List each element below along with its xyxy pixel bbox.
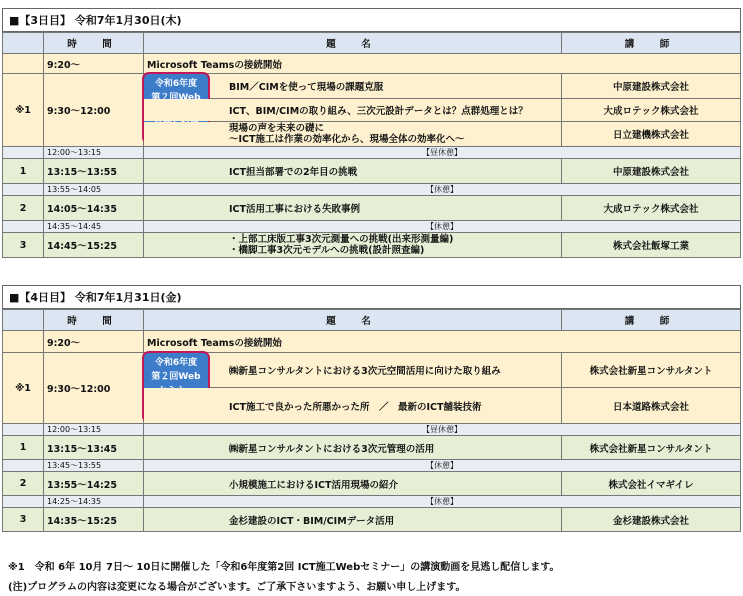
table-row: ※1 9:30～12:00 令和6年度 第２回Web ㈱新星コンサルタントにおける3次元空間活用に向けた取り組み 株式会社新星コンサルタント	[3, 353, 741, 388]
table-row: ※1 9:30～12:00 令和6年度 BIM／CIMを使って現場の課題克服 中原建設株式会社	[3, 74, 741, 99]
time-header: 時 間	[44, 310, 144, 331]
day4-schedule	[2, 285, 741, 532]
footnote-program-change: (注)プログラムの内容は変更になる場合がございます。ご了承下さいますよう、お願い申し上げます。	[8, 582, 466, 593]
table-row: ICT、BIM/CIMの取り組み、三次元設計データとは？点群処理とは？ 大成ロテック株式会社	[3, 99, 741, 122]
day4-heading: ■【4日目】 令和7年1月31日(金)	[2, 285, 741, 309]
table-row: 1 13:15～13:45 ㈱新星コンサルタントにおける3次元管理の活用 株式会社新星コンサルタント	[3, 436, 741, 460]
day3-table	[2, 32, 741, 258]
time-header: 時 間	[44, 33, 144, 54]
table-row: ICT施工で良かった所悪かった所 ／ 最新のICT舗装技術 日本道路株式会社	[3, 388, 741, 424]
table-header-row	[3, 33, 741, 54]
table-row: 13:45～13:55 【休憩】	[3, 460, 741, 472]
table-row: 13:55～14:05 【休憩】	[3, 184, 741, 196]
day4-table	[2, 309, 741, 532]
day3-schedule	[2, 8, 741, 258]
table-row: 2 13:55～14:25 小規模施工におけるICT活用現場の紹介 株式会社イマギイレ	[3, 472, 741, 496]
missed-stream-badge: 令和6年度	[142, 72, 210, 144]
table-row: 現場の声を未来の礎に ～ICT施工は作業の効率化から、現場全体の効率化へ～ 日立建機株式会社	[3, 122, 741, 147]
table-row: 2 14:05～14:35 ICT活用工事における失敗事例 大成ロテック株式会社	[3, 196, 741, 221]
missed-stream-badge: 令和6年度 第２回Web	[142, 351, 210, 423]
table-row: 3 14:45～15:25 ・上部工床版工事3次元測量への挑戦(出来形測量編) ・橋脚工事3次元モデルへの挑戦(設計照査編) 株式会社飯塚工業	[3, 233, 741, 258]
table-row: 14:25～14:35 【休憩】	[3, 496, 741, 508]
table-row: 3 14:35～15:25 金杉建設のICT・BIM/CIMデータ活用 金杉建設株式会社	[3, 508, 741, 532]
table-row: 9:20～ Microsoft Teamsの接続開始	[3, 331, 741, 353]
title-header: 題 名	[144, 310, 562, 331]
table-row: 9:20～ Microsoft Teamsの接続開始	[3, 54, 741, 74]
day3-heading: ■【3日目】 令和7年1月30日(木)	[2, 8, 741, 32]
speaker-header: 講 師	[562, 33, 741, 54]
footnote-missed-stream: ※1 令和 6年 10月 7日～ 10日に開催した「令和6年度第2回 ICT施工Webセミナー」の講演動画を見逃し配信します。	[8, 562, 560, 573]
table-header-row	[3, 310, 741, 331]
title-header: 題 名	[144, 33, 562, 54]
table-row: 12:00～13:15 【昼休憩】	[3, 147, 741, 159]
table-row: 1 13:15～13:55 ICT担当部署での2年目の挑戦 中原建設株式会社	[3, 159, 741, 184]
speaker-header: 講 師	[562, 310, 741, 331]
table-row: 12:00～13:15 【昼休憩】	[3, 424, 741, 436]
table-row: 14:35～14:45 【休憩】	[3, 221, 741, 233]
